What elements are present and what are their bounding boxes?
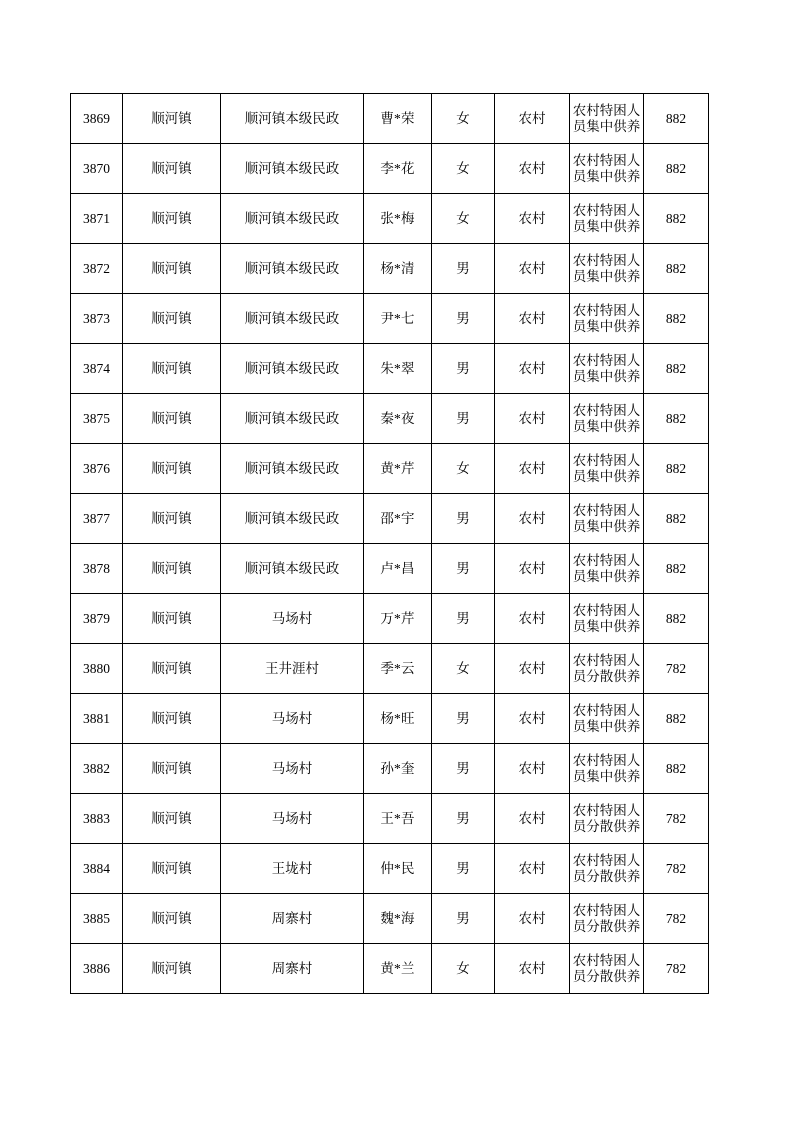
table-row <box>71 344 709 394</box>
cell-unit: 马场村 <box>221 744 364 794</box>
cell-household-type: 农村 <box>495 894 570 944</box>
cell-name: 张*梅 <box>364 194 432 244</box>
cell-sex: 女 <box>432 444 495 494</box>
cell-unit: 周寨村 <box>221 894 364 944</box>
cell-household-type: 农村 <box>495 94 570 144</box>
table-row <box>71 144 709 194</box>
cell-town: 顺河镇 <box>123 344 221 394</box>
cell-household-type: 农村 <box>495 394 570 444</box>
cell-amount: 882 <box>644 744 709 794</box>
cell-sex: 男 <box>432 894 495 944</box>
table-row <box>71 94 709 144</box>
cell-unit: 顺河镇本级民政 <box>221 444 364 494</box>
cell-name: 尹*七 <box>364 294 432 344</box>
cell-assistance-category: 农村特困人员集中供养 <box>570 94 644 144</box>
cell-name: 季*云 <box>364 644 432 694</box>
cell-id: 3886 <box>71 944 123 994</box>
cell-id: 3881 <box>71 694 123 744</box>
cell-id: 3884 <box>71 844 123 894</box>
cell-name: 卢*昌 <box>364 544 432 594</box>
cell-assistance-category: 农村特困人员分散供养 <box>570 794 644 844</box>
cell-name: 黄*兰 <box>364 944 432 994</box>
cell-id: 3874 <box>71 344 123 394</box>
cell-town: 顺河镇 <box>123 744 221 794</box>
cell-sex: 女 <box>432 94 495 144</box>
table-row <box>71 944 709 994</box>
cell-town: 顺河镇 <box>123 394 221 444</box>
cell-sex: 女 <box>432 944 495 994</box>
cell-sex: 女 <box>432 644 495 694</box>
table-row <box>71 544 709 594</box>
cell-amount: 882 <box>644 494 709 544</box>
cell-unit: 顺河镇本级民政 <box>221 144 364 194</box>
cell-sex: 女 <box>432 194 495 244</box>
cell-name: 邵*宇 <box>364 494 432 544</box>
cell-unit: 王井涯村 <box>221 644 364 694</box>
cell-unit: 顺河镇本级民政 <box>221 394 364 444</box>
cell-town: 顺河镇 <box>123 194 221 244</box>
cell-sex: 男 <box>432 344 495 394</box>
table-row <box>71 844 709 894</box>
cell-household-type: 农村 <box>495 144 570 194</box>
cell-sex: 男 <box>432 844 495 894</box>
cell-household-type: 农村 <box>495 344 570 394</box>
cell-assistance-category: 农村特困人员集中供养 <box>570 394 644 444</box>
cell-town: 顺河镇 <box>123 494 221 544</box>
table-row <box>71 444 709 494</box>
cell-assistance-category: 农村特困人员集中供养 <box>570 594 644 644</box>
table-row <box>71 394 709 444</box>
cell-amount: 882 <box>644 344 709 394</box>
table-row <box>71 194 709 244</box>
cell-assistance-category: 农村特困人员集中供养 <box>570 744 644 794</box>
cell-household-type: 农村 <box>495 844 570 894</box>
table-row <box>71 644 709 694</box>
cell-amount: 882 <box>644 144 709 194</box>
cell-amount: 882 <box>644 194 709 244</box>
table-row <box>71 494 709 544</box>
cell-unit: 王垅村 <box>221 844 364 894</box>
cell-town: 顺河镇 <box>123 844 221 894</box>
cell-sex: 女 <box>432 144 495 194</box>
cell-sex: 男 <box>432 244 495 294</box>
cell-amount: 782 <box>644 944 709 994</box>
cell-household-type: 农村 <box>495 494 570 544</box>
cell-id: 3885 <box>71 894 123 944</box>
cell-id: 3875 <box>71 394 123 444</box>
cell-town: 顺河镇 <box>123 244 221 294</box>
cell-unit: 顺河镇本级民政 <box>221 194 364 244</box>
cell-town: 顺河镇 <box>123 544 221 594</box>
cell-id: 3878 <box>71 544 123 594</box>
cell-household-type: 农村 <box>495 944 570 994</box>
cell-assistance-category: 农村特困人员分散供养 <box>570 894 644 944</box>
table-row <box>71 694 709 744</box>
cell-amount: 782 <box>644 644 709 694</box>
table-row <box>71 244 709 294</box>
cell-amount: 882 <box>644 244 709 294</box>
cell-assistance-category: 农村特困人员集中供养 <box>570 144 644 194</box>
cell-town: 顺河镇 <box>123 694 221 744</box>
cell-assistance-category: 农村特困人员分散供养 <box>570 644 644 694</box>
cell-assistance-category: 农村特困人员分散供养 <box>570 944 644 994</box>
cell-id: 3880 <box>71 644 123 694</box>
cell-amount: 882 <box>644 544 709 594</box>
cell-household-type: 农村 <box>495 744 570 794</box>
cell-id: 3871 <box>71 194 123 244</box>
cell-assistance-category: 农村特困人员集中供养 <box>570 544 644 594</box>
cell-household-type: 农村 <box>495 444 570 494</box>
cell-sex: 男 <box>432 494 495 544</box>
cell-household-type: 农村 <box>495 794 570 844</box>
cell-unit: 周寨村 <box>221 944 364 994</box>
cell-unit: 顺河镇本级民政 <box>221 494 364 544</box>
cell-assistance-category: 农村特困人员分散供养 <box>570 844 644 894</box>
cell-household-type: 农村 <box>495 544 570 594</box>
cell-town: 顺河镇 <box>123 594 221 644</box>
assistance-recipients-table <box>70 93 709 994</box>
cell-id: 3870 <box>71 144 123 194</box>
cell-assistance-category: 农村特困人员集中供养 <box>570 694 644 744</box>
cell-assistance-category: 农村特困人员集中供养 <box>570 294 644 344</box>
cell-assistance-category: 农村特困人员集中供养 <box>570 444 644 494</box>
cell-sex: 男 <box>432 544 495 594</box>
cell-amount: 882 <box>644 394 709 444</box>
cell-household-type: 农村 <box>495 644 570 694</box>
cell-unit: 顺河镇本级民政 <box>221 544 364 594</box>
cell-amount: 882 <box>644 294 709 344</box>
cell-name: 万*芹 <box>364 594 432 644</box>
cell-sex: 男 <box>432 594 495 644</box>
cell-name: 魏*海 <box>364 894 432 944</box>
cell-unit: 马场村 <box>221 694 364 744</box>
cell-sex: 男 <box>432 744 495 794</box>
cell-amount: 782 <box>644 894 709 944</box>
cell-name: 李*花 <box>364 144 432 194</box>
cell-assistance-category: 农村特困人员集中供养 <box>570 244 644 294</box>
cell-town: 顺河镇 <box>123 94 221 144</box>
table-row <box>71 794 709 844</box>
cell-name: 杨*旺 <box>364 694 432 744</box>
cell-town: 顺河镇 <box>123 294 221 344</box>
cell-unit: 顺河镇本级民政 <box>221 244 364 294</box>
cell-town: 顺河镇 <box>123 894 221 944</box>
cell-id: 3876 <box>71 444 123 494</box>
cell-unit: 顺河镇本级民政 <box>221 344 364 394</box>
cell-amount: 882 <box>644 94 709 144</box>
table-body <box>71 94 709 994</box>
cell-household-type: 农村 <box>495 594 570 644</box>
cell-name: 朱*翠 <box>364 344 432 394</box>
cell-town: 顺河镇 <box>123 644 221 694</box>
cell-assistance-category: 农村特困人员集中供养 <box>570 494 644 544</box>
cell-id: 3873 <box>71 294 123 344</box>
cell-id: 3883 <box>71 794 123 844</box>
cell-amount: 782 <box>644 844 709 894</box>
cell-sex: 男 <box>432 394 495 444</box>
cell-amount: 882 <box>644 694 709 744</box>
table-row <box>71 594 709 644</box>
table-row <box>71 744 709 794</box>
cell-town: 顺河镇 <box>123 144 221 194</box>
cell-id: 3879 <box>71 594 123 644</box>
cell-name: 曹*荣 <box>364 94 432 144</box>
cell-unit: 顺河镇本级民政 <box>221 294 364 344</box>
cell-name: 秦*夜 <box>364 394 432 444</box>
cell-sex: 男 <box>432 294 495 344</box>
cell-amount: 782 <box>644 794 709 844</box>
cell-household-type: 农村 <box>495 294 570 344</box>
cell-unit: 顺河镇本级民政 <box>221 94 364 144</box>
cell-assistance-category: 农村特困人员集中供养 <box>570 194 644 244</box>
cell-unit: 马场村 <box>221 794 364 844</box>
cell-id: 3872 <box>71 244 123 294</box>
cell-name: 王*吾 <box>364 794 432 844</box>
cell-town: 顺河镇 <box>123 444 221 494</box>
cell-assistance-category: 农村特困人员集中供养 <box>570 344 644 394</box>
cell-amount: 882 <box>644 594 709 644</box>
table-row <box>71 294 709 344</box>
cell-name: 黄*芹 <box>364 444 432 494</box>
table-row <box>71 894 709 944</box>
cell-household-type: 农村 <box>495 694 570 744</box>
cell-name: 仲*民 <box>364 844 432 894</box>
cell-household-type: 农村 <box>495 194 570 244</box>
cell-amount: 882 <box>644 444 709 494</box>
cell-sex: 男 <box>432 694 495 744</box>
cell-id: 3869 <box>71 94 123 144</box>
cell-name: 孙*奎 <box>364 744 432 794</box>
cell-household-type: 农村 <box>495 244 570 294</box>
cell-unit: 马场村 <box>221 594 364 644</box>
cell-sex: 男 <box>432 794 495 844</box>
cell-id: 3877 <box>71 494 123 544</box>
cell-town: 顺河镇 <box>123 944 221 994</box>
cell-name: 杨*清 <box>364 244 432 294</box>
cell-town: 顺河镇 <box>123 794 221 844</box>
cell-id: 3882 <box>71 744 123 794</box>
